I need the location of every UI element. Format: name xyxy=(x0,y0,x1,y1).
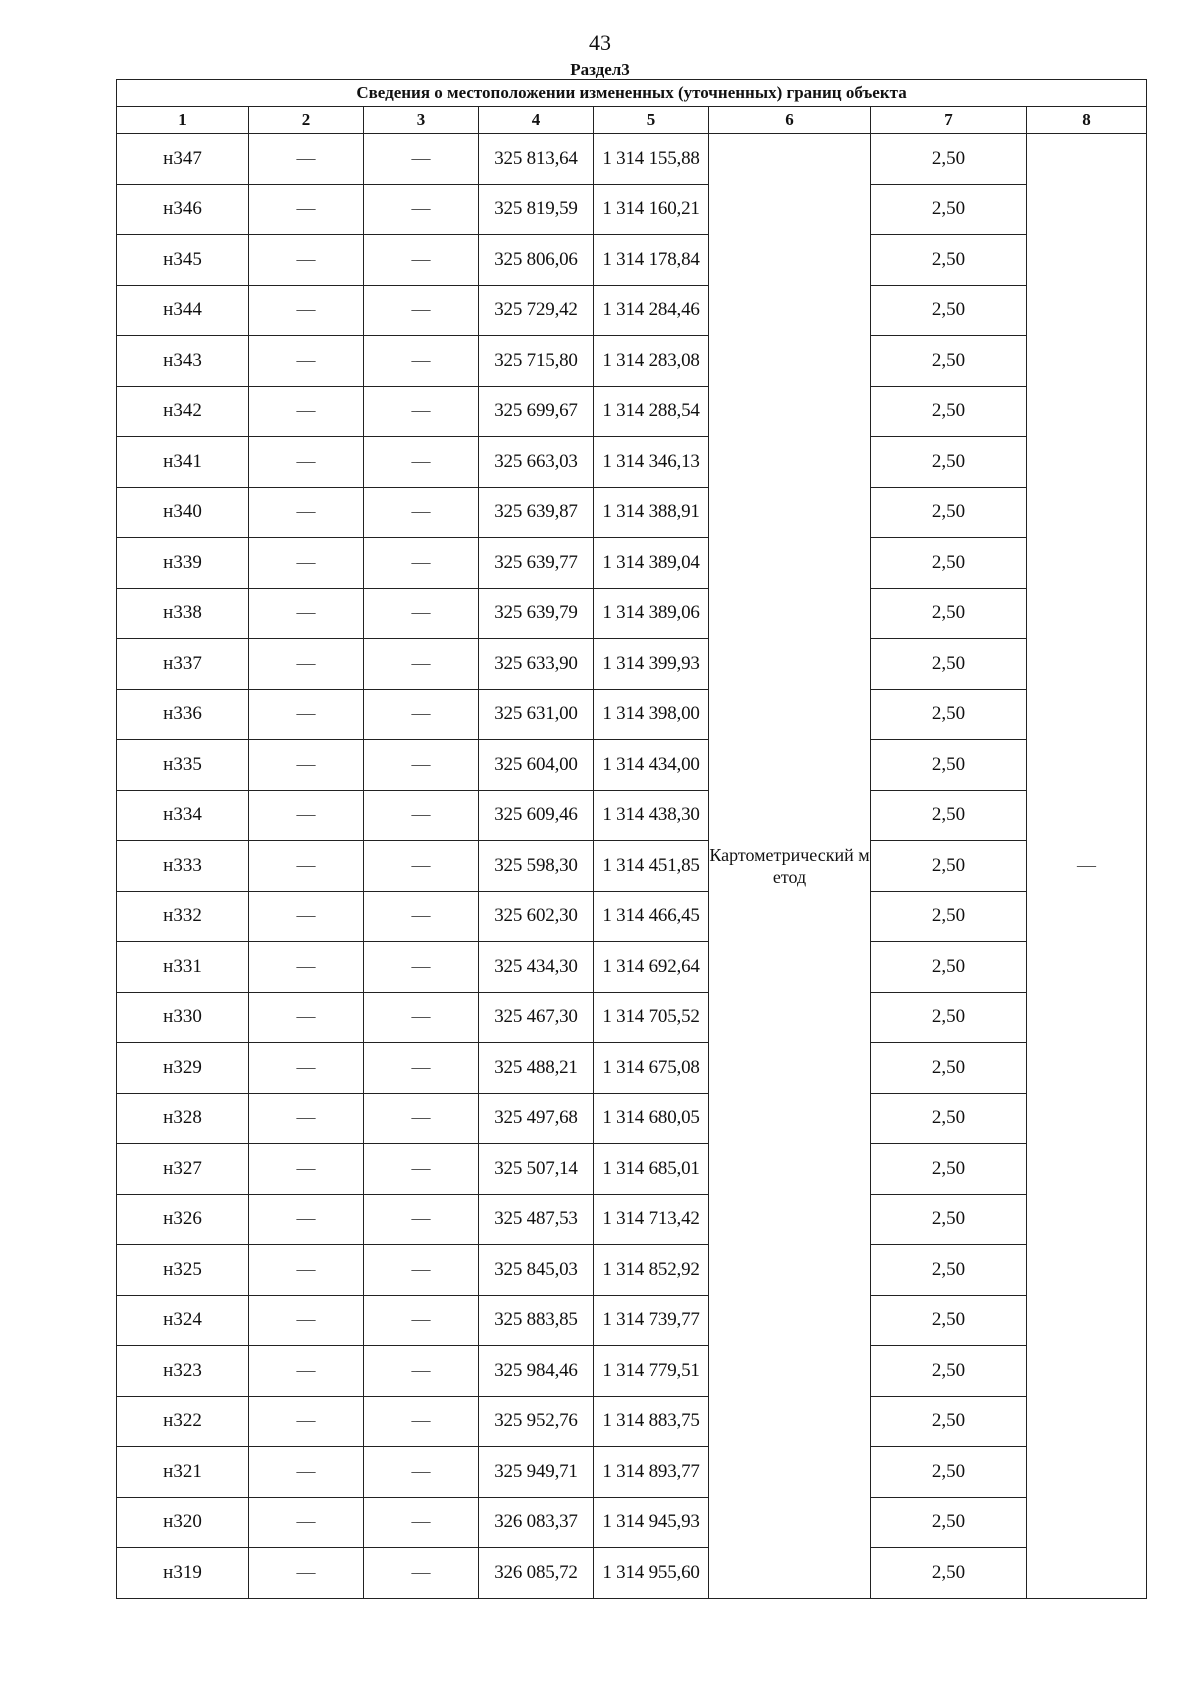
point-name-cell: н330 xyxy=(117,992,249,1043)
accuracy-cell: 2,50 xyxy=(871,891,1027,942)
y-coordinate-cell: 1 314 705,52 xyxy=(594,992,709,1043)
table-row xyxy=(117,639,1147,690)
table-row xyxy=(117,992,1147,1043)
table-row xyxy=(117,891,1147,942)
column-3-cell: — xyxy=(364,790,479,841)
y-coordinate-cell: 1 314 434,00 xyxy=(594,740,709,791)
column-3-cell: — xyxy=(364,437,479,488)
accuracy-cell: 2,50 xyxy=(871,1245,1027,1296)
y-coordinate-cell: 1 314 288,54 xyxy=(594,386,709,437)
table-row xyxy=(117,689,1147,740)
column-3-cell: — xyxy=(364,942,479,993)
column-3-cell: — xyxy=(364,1043,479,1094)
x-coordinate-cell: 325 813,64 xyxy=(479,134,594,185)
point-name-cell: н337 xyxy=(117,639,249,690)
column-2-cell: — xyxy=(249,891,364,942)
x-coordinate-cell: 326 083,37 xyxy=(479,1497,594,1548)
point-name-cell: н329 xyxy=(117,1043,249,1094)
point-name-cell: н336 xyxy=(117,689,249,740)
x-coordinate-cell: 325 639,87 xyxy=(479,487,594,538)
column-3-cell: — xyxy=(364,1245,479,1296)
column-2-cell: — xyxy=(249,1043,364,1094)
point-name-cell: н333 xyxy=(117,841,249,892)
point-name-cell: н327 xyxy=(117,1144,249,1195)
accuracy-cell: 2,50 xyxy=(871,639,1027,690)
column-2-cell: — xyxy=(249,992,364,1043)
y-coordinate-cell: 1 314 852,92 xyxy=(594,1245,709,1296)
x-coordinate-cell: 325 598,30 xyxy=(479,841,594,892)
accuracy-cell: 2,50 xyxy=(871,1043,1027,1094)
column-2-cell: — xyxy=(249,588,364,639)
point-name-cell: н347 xyxy=(117,134,249,185)
table-row xyxy=(117,184,1147,235)
table-row xyxy=(117,134,1147,185)
table-row xyxy=(117,487,1147,538)
table-row xyxy=(117,235,1147,286)
column-3-cell: — xyxy=(364,891,479,942)
x-coordinate-cell: 325 639,77 xyxy=(479,538,594,589)
y-coordinate-cell: 1 314 739,77 xyxy=(594,1295,709,1346)
column-3-cell: — xyxy=(364,1194,479,1245)
table-row xyxy=(117,1346,1147,1397)
table-caption: Сведения о местоположении измененных (уточненных) границ объекта xyxy=(117,80,1147,107)
x-coordinate-cell: 325 949,71 xyxy=(479,1447,594,1498)
y-coordinate-cell: 1 314 399,93 xyxy=(594,639,709,690)
point-name-cell: н334 xyxy=(117,790,249,841)
page-number: 43 xyxy=(589,30,611,55)
table-caption-row xyxy=(117,80,1147,107)
x-coordinate-cell: 326 085,72 xyxy=(479,1548,594,1599)
column-2-cell: — xyxy=(249,639,364,690)
column-3-cell: — xyxy=(364,588,479,639)
column-header: 3 xyxy=(364,107,479,134)
point-name-cell: н338 xyxy=(117,588,249,639)
column-8-cell: — xyxy=(1027,134,1147,1599)
column-header: 6 xyxy=(709,107,871,134)
point-name-cell: н320 xyxy=(117,1497,249,1548)
accuracy-cell: 2,50 xyxy=(871,1396,1027,1447)
y-coordinate-cell: 1 314 685,01 xyxy=(594,1144,709,1195)
x-coordinate-cell: 325 715,80 xyxy=(479,336,594,387)
column-3-cell: — xyxy=(364,1346,479,1397)
accuracy-cell: 2,50 xyxy=(871,285,1027,336)
point-name-cell: н339 xyxy=(117,538,249,589)
table-row xyxy=(117,1245,1147,1296)
column-header: 4 xyxy=(479,107,594,134)
y-coordinate-cell: 1 314 155,88 xyxy=(594,134,709,185)
point-name-cell: н343 xyxy=(117,336,249,387)
accuracy-cell: 2,50 xyxy=(871,1346,1027,1397)
y-coordinate-cell: 1 314 160,21 xyxy=(594,184,709,235)
point-name-cell: н319 xyxy=(117,1548,249,1599)
table-row xyxy=(117,285,1147,336)
table-row xyxy=(117,790,1147,841)
x-coordinate-cell: 325 467,30 xyxy=(479,992,594,1043)
accuracy-cell: 2,50 xyxy=(871,588,1027,639)
column-2-cell: — xyxy=(249,386,364,437)
point-name-cell: н328 xyxy=(117,1093,249,1144)
table-row xyxy=(117,1043,1147,1094)
column-2-cell: — xyxy=(249,1245,364,1296)
point-name-cell: н324 xyxy=(117,1295,249,1346)
accuracy-cell: 2,50 xyxy=(871,184,1027,235)
column-3-cell: — xyxy=(364,740,479,791)
column-3-cell: — xyxy=(364,1447,479,1498)
y-coordinate-cell: 1 314 893,77 xyxy=(594,1447,709,1498)
y-coordinate-cell: 1 314 451,85 xyxy=(594,841,709,892)
accuracy-cell: 2,50 xyxy=(871,1497,1027,1548)
column-2-cell: — xyxy=(249,1194,364,1245)
column-2-cell: — xyxy=(249,538,364,589)
accuracy-cell: 2,50 xyxy=(871,134,1027,185)
y-coordinate-cell: 1 314 883,75 xyxy=(594,1396,709,1447)
table-row xyxy=(117,740,1147,791)
accuracy-cell: 2,50 xyxy=(871,538,1027,589)
x-coordinate-cell: 325 488,21 xyxy=(479,1043,594,1094)
x-coordinate-cell: 325 729,42 xyxy=(479,285,594,336)
y-coordinate-cell: 1 314 284,46 xyxy=(594,285,709,336)
column-2-cell: — xyxy=(249,285,364,336)
accuracy-cell: 2,50 xyxy=(871,386,1027,437)
table-row xyxy=(117,1548,1147,1599)
table-row xyxy=(117,588,1147,639)
column-2-cell: — xyxy=(249,790,364,841)
x-coordinate-cell: 325 819,59 xyxy=(479,184,594,235)
column-3-cell: — xyxy=(364,487,479,538)
x-coordinate-cell: 325 497,68 xyxy=(479,1093,594,1144)
column-header: 2 xyxy=(249,107,364,134)
column-2-cell: — xyxy=(249,184,364,235)
boundary-coordinates-table xyxy=(116,79,1147,1599)
column-2-cell: — xyxy=(249,134,364,185)
column-2-cell: — xyxy=(249,487,364,538)
point-name-cell: н341 xyxy=(117,437,249,488)
column-3-cell: — xyxy=(364,386,479,437)
table-row xyxy=(117,1295,1147,1346)
accuracy-cell: 2,50 xyxy=(871,336,1027,387)
table-row xyxy=(117,1144,1147,1195)
column-2-cell: — xyxy=(249,1447,364,1498)
x-coordinate-cell: 325 609,46 xyxy=(479,790,594,841)
point-name-cell: н323 xyxy=(117,1346,249,1397)
table-row xyxy=(117,841,1147,892)
column-3-cell: — xyxy=(364,235,479,286)
y-coordinate-cell: 1 314 955,60 xyxy=(594,1548,709,1599)
table-row xyxy=(117,538,1147,589)
x-coordinate-cell: 325 952,76 xyxy=(479,1396,594,1447)
accuracy-cell: 2,50 xyxy=(871,689,1027,740)
column-2-cell: — xyxy=(249,1295,364,1346)
x-coordinate-cell: 325 984,46 xyxy=(479,1346,594,1397)
accuracy-cell: 2,50 xyxy=(871,1295,1027,1346)
y-coordinate-cell: 1 314 389,06 xyxy=(594,588,709,639)
accuracy-cell: 2,50 xyxy=(871,487,1027,538)
column-2-cell: — xyxy=(249,336,364,387)
column-3-cell: — xyxy=(364,134,479,185)
table-row xyxy=(117,386,1147,437)
x-coordinate-cell: 325 633,90 xyxy=(479,639,594,690)
table-row xyxy=(117,1396,1147,1447)
column-3-cell: — xyxy=(364,285,479,336)
table-row xyxy=(117,1093,1147,1144)
x-coordinate-cell: 325 604,00 xyxy=(479,740,594,791)
accuracy-cell: 2,50 xyxy=(871,841,1027,892)
point-name-cell: н342 xyxy=(117,386,249,437)
column-2-cell: — xyxy=(249,235,364,286)
x-coordinate-cell: 325 602,30 xyxy=(479,891,594,942)
column-3-cell: — xyxy=(364,1497,479,1548)
column-header: 1 xyxy=(117,107,249,134)
column-2-cell: — xyxy=(249,689,364,740)
accuracy-cell: 2,50 xyxy=(871,1548,1027,1599)
y-coordinate-cell: 1 314 945,93 xyxy=(594,1497,709,1548)
accuracy-cell: 2,50 xyxy=(871,942,1027,993)
column-2-cell: — xyxy=(249,1548,364,1599)
column-2-cell: — xyxy=(249,1396,364,1447)
column-2-cell: — xyxy=(249,1346,364,1397)
section-label: Раздел3 xyxy=(570,60,630,79)
accuracy-cell: 2,50 xyxy=(871,1194,1027,1245)
column-2-cell: — xyxy=(249,1093,364,1144)
column-3-cell: — xyxy=(364,184,479,235)
x-coordinate-cell: 325 631,00 xyxy=(479,689,594,740)
x-coordinate-cell: 325 845,03 xyxy=(479,1245,594,1296)
column-3-cell: — xyxy=(364,336,479,387)
column-3-cell: — xyxy=(364,992,479,1043)
y-coordinate-cell: 1 314 438,30 xyxy=(594,790,709,841)
accuracy-cell: 2,50 xyxy=(871,790,1027,841)
point-name-cell: н322 xyxy=(117,1396,249,1447)
y-coordinate-cell: 1 314 388,91 xyxy=(594,487,709,538)
y-coordinate-cell: 1 314 346,13 xyxy=(594,437,709,488)
column-3-cell: — xyxy=(364,1295,479,1346)
y-coordinate-cell: 1 314 692,64 xyxy=(594,942,709,993)
accuracy-cell: 2,50 xyxy=(871,992,1027,1043)
point-name-cell: н340 xyxy=(117,487,249,538)
column-3-cell: — xyxy=(364,1093,479,1144)
y-coordinate-cell: 1 314 398,00 xyxy=(594,689,709,740)
table-row xyxy=(117,1194,1147,1245)
y-coordinate-cell: 1 314 389,04 xyxy=(594,538,709,589)
point-name-cell: н346 xyxy=(117,184,249,235)
point-name-cell: н321 xyxy=(117,1447,249,1498)
table-row xyxy=(117,1447,1147,1498)
column-3-cell: — xyxy=(364,1548,479,1599)
column-2-cell: — xyxy=(249,942,364,993)
column-3-cell: — xyxy=(364,639,479,690)
column-header-row xyxy=(117,107,1147,134)
column-3-cell: — xyxy=(364,1144,479,1195)
column-2-cell: — xyxy=(249,437,364,488)
accuracy-cell: 2,50 xyxy=(871,437,1027,488)
point-name-cell: н325 xyxy=(117,1245,249,1296)
x-coordinate-cell: 325 434,30 xyxy=(479,942,594,993)
x-coordinate-cell: 325 699,67 xyxy=(479,386,594,437)
point-name-cell: н344 xyxy=(117,285,249,336)
table-row xyxy=(117,336,1147,387)
y-coordinate-cell: 1 314 466,45 xyxy=(594,891,709,942)
column-2-cell: — xyxy=(249,841,364,892)
column-3-cell: — xyxy=(364,538,479,589)
accuracy-cell: 2,50 xyxy=(871,1093,1027,1144)
x-coordinate-cell: 325 507,14 xyxy=(479,1144,594,1195)
point-name-cell: н335 xyxy=(117,740,249,791)
table-row xyxy=(117,1497,1147,1548)
x-coordinate-cell: 325 806,06 xyxy=(479,235,594,286)
x-coordinate-cell: 325 639,79 xyxy=(479,588,594,639)
accuracy-cell: 2,50 xyxy=(871,1447,1027,1498)
y-coordinate-cell: 1 314 178,84 xyxy=(594,235,709,286)
column-3-cell: — xyxy=(364,689,479,740)
y-coordinate-cell: 1 314 283,08 xyxy=(594,336,709,387)
method-cell: Картометрический метод xyxy=(709,134,871,1599)
x-coordinate-cell: 325 883,85 xyxy=(479,1295,594,1346)
point-name-cell: н326 xyxy=(117,1194,249,1245)
table-body xyxy=(117,134,1147,1599)
point-name-cell: н331 xyxy=(117,942,249,993)
column-2-cell: — xyxy=(249,1497,364,1548)
column-3-cell: — xyxy=(364,1396,479,1447)
table-row xyxy=(117,942,1147,993)
column-3-cell: — xyxy=(364,841,479,892)
column-2-cell: — xyxy=(249,740,364,791)
y-coordinate-cell: 1 314 680,05 xyxy=(594,1093,709,1144)
column-header: 7 xyxy=(871,107,1027,134)
x-coordinate-cell: 325 487,53 xyxy=(479,1194,594,1245)
accuracy-cell: 2,50 xyxy=(871,235,1027,286)
point-name-cell: н332 xyxy=(117,891,249,942)
column-2-cell: — xyxy=(249,1144,364,1195)
accuracy-cell: 2,50 xyxy=(871,740,1027,791)
column-header: 8 xyxy=(1027,107,1147,134)
point-name-cell: н345 xyxy=(117,235,249,286)
y-coordinate-cell: 1 314 675,08 xyxy=(594,1043,709,1094)
column-header: 5 xyxy=(594,107,709,134)
y-coordinate-cell: 1 314 713,42 xyxy=(594,1194,709,1245)
accuracy-cell: 2,50 xyxy=(871,1144,1027,1195)
x-coordinate-cell: 325 663,03 xyxy=(479,437,594,488)
y-coordinate-cell: 1 314 779,51 xyxy=(594,1346,709,1397)
table-row xyxy=(117,437,1147,488)
